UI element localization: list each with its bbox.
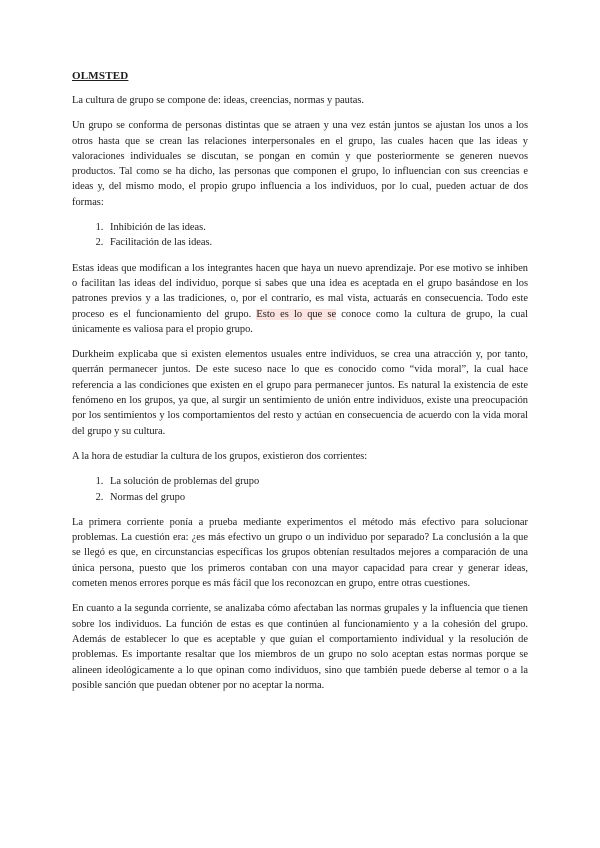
paragraph-currents-intro: A la hora de estudiar la cultura de los grupos, existieron dos corrientes:: [72, 450, 368, 462]
paragraph-learning-text: Estas ideas que modifican a los integrantes hacen que haya un nuevo aprendizaje. Por ese motivo se inhiben o facilitan las ideas del individuo, porque si sabes que una idea es aceptada en el grupo basándose en los patrones previos y a las tradiciones, o, por el contrario, es mal vista, actuarás en consecuencia. Todo este proceso es el funcionamiento del grupo.: [72, 262, 528, 320]
list-item: 1. La solución de problemas del grupo: [106, 474, 528, 489]
paragraph-learning-end: conoce como la cultura de grupo, la cual únicamente es valiosa para el propio grupo.: [72, 308, 528, 335]
document-title: OLMSTED: [72, 70, 129, 82]
list-item: 1. Inhibición de las ideas.: [106, 220, 528, 235]
paragraph-first-current: La primera corriente ponía a prueba mediante experimentos el método más efectivo para solucionar problemas. La cuestión era: ¿es más efectivo un grupo o un individuo por separado? La conclusión a la que se llegó es que, en circunstancias específicas los grupos obtenían resultados mejores a comparación de una única persona, puesto que los primeros contaban con una mayor capacidad para crear y generar ideas, cometen menos errores porque es más fácil que los reconozcan en grupo, entre otras cuestiones.: [72, 516, 528, 590]
paragraph-intro: La cultura de grupo se compone de: ideas, creencias, normas y pautas.: [72, 95, 364, 106]
currents-list: [72, 474, 528, 505]
list-item: 2. Normas del grupo: [106, 490, 528, 505]
paragraph-second-current: En cuanto a la segunda corriente, se analizaba cómo afectaban las normas grupales y la influencia que tienen sobre los individuos. La función de estas es que continúen al funcionamiento y a la cohesión del grupo. Además de establecer lo que es aceptable y que guían el comportamiento individual y la resolución de problemas. Es importante resaltar que los miembros de un grupo no solo aceptan estas normas porque se alineen ideológicamente a lo que opinan como individuos, sino que también puede deberse al temor o a la posible sanción que puedan obtener por no aceptar la norma.: [72, 603, 528, 691]
paragraph-learning: [72, 261, 528, 337]
paragraph-durkheim: Durkheim explicaba que si existen elementos usuales entre individuos, se crea una atracción y, por tanto, querrán permanecer juntos. De este suceso nace lo que es conocido como “vida moral”, la cual hace referencia a las condiciones que existen en el grupo para permanecer juntos. Es natural la existencia de este fenómeno en los grupos, ya que, al surgir un sentimiento de unión entre individuos, existe una preocupación por los sentimientos y los comportamientos del resto y actúan en consecuencia de acuerdo con la vida moral del grupo y su cultura.: [72, 349, 528, 437]
highlighted-text: Esto es lo que se: [256, 308, 337, 320]
paragraph-group-formation: Un grupo se conforma de personas distintas que se atraen y una vez están juntos se ajustan los unos a los otros hasta que se crean las relaciones interpersonales en el grupo, las cuales hacen que las ideas y valoraciones individuales se discutan, se pongan en común y que posteriormente se generen nuevos productos. Tal como se ha dicho, las personas que componen el grupo, lo influencian con sus creencias e ideas y, del mismo modo, el propio grupo influencia a los individuos, por lo cual, pueden actuar de dos formas:: [72, 120, 528, 208]
list-item: 2. Facilitación de las ideas.: [106, 235, 528, 250]
ideas-list: [72, 220, 528, 251]
